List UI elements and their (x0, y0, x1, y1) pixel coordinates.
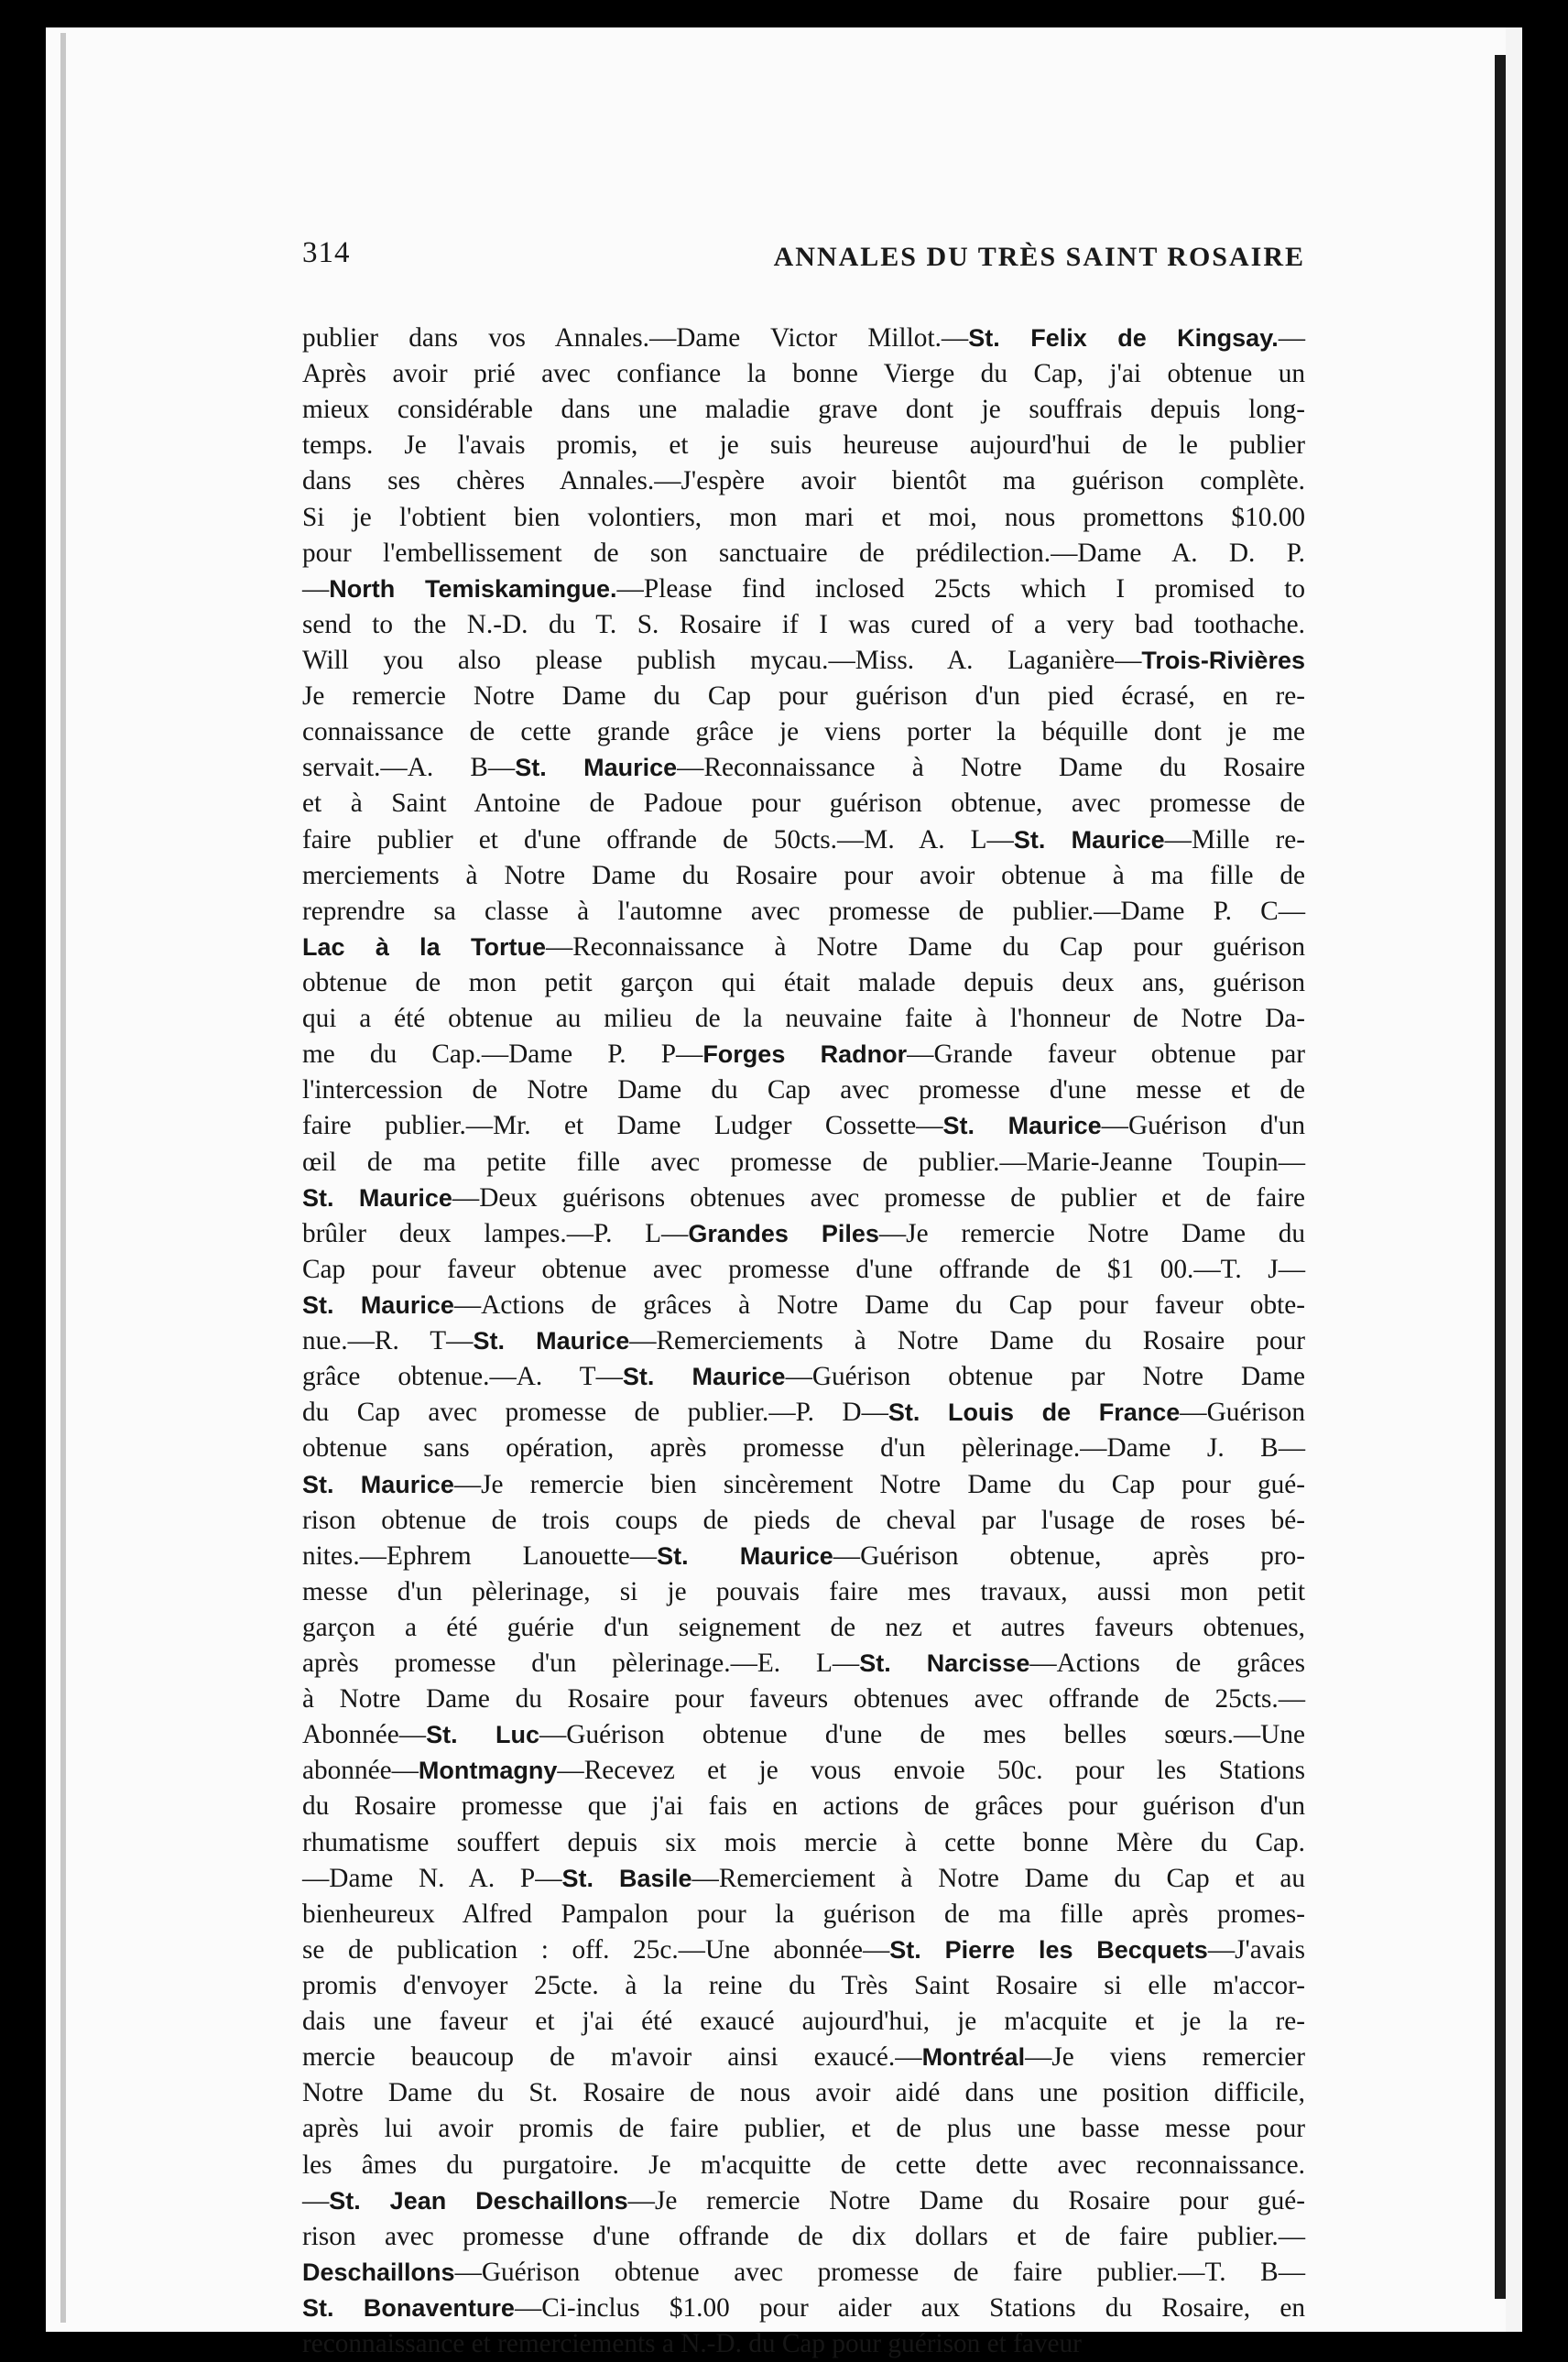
text-line (302, 536, 1305, 571)
next-page-edge (1506, 27, 1522, 2332)
place-name: Trois-Rivières (1141, 646, 1305, 674)
page-fold-shadow (1495, 55, 1506, 2299)
text-line (302, 2111, 1305, 2147)
running-title: ANNALES DU TRÈS SAINT ROSAIRE (773, 242, 1305, 272)
place-name: Montmagny (418, 1757, 558, 1785)
line-text: temps. Je l'avais promis, et je suis heureuse aujourd'hui de le publier (302, 430, 1305, 461)
line-text: grâce obtenue.—A. T— (302, 1362, 623, 1392)
text-line (302, 1216, 1305, 1252)
line-text: connaissance de cette grande grâce je viens porter la béquille dont je me (302, 717, 1305, 747)
line-text: —Remerciements à Notre Dame du Rosaire pour (629, 1326, 1305, 1356)
text-line (302, 1072, 1305, 1108)
line-text: du Cap avec promesse de publier.—P. D— (302, 1398, 888, 1428)
text-line (302, 1288, 1305, 1323)
line-text: — (302, 2185, 330, 2215)
line-text: garçon a été guérie d'un seignement de nez et autres faveurs obtenues, (302, 1612, 1305, 1642)
page-gutter-shadow (60, 33, 66, 2323)
body-text (302, 321, 1305, 2362)
line-text: faire publier et d'une offrande de 50cts.—M. A. L— (302, 824, 1014, 854)
text-line (302, 571, 1305, 607)
line-text: pour l'embellissement de son sanctuaire de prédilection.—Dame A. D. P. (302, 538, 1305, 568)
line-text: les âmes du purgatoire. Je m'acquitte de cette dette avec reconnaissance. (302, 2150, 1305, 2180)
line-text: —Recevez et je vous envoie 50c. pour les Stations (557, 1756, 1305, 1786)
line-text: — (302, 573, 330, 604)
line-text: —Please find inclosed 25cts which I promised to (616, 573, 1305, 604)
line-text: Cap pour faveur obtenue avec promesse d'une offrande de $1 00.—T. J— (302, 1254, 1305, 1284)
line-text: —Mille re- (1164, 824, 1305, 854)
text-line (302, 930, 1305, 965)
place-name: St. Jean Deschaillons (329, 2186, 628, 2215)
line-text: —Remerciement à Notre Dame du Cap et au (691, 1863, 1305, 1893)
place-name: Forges Radnor (702, 1040, 908, 1069)
place-name: Lac à la Tortue (302, 932, 546, 961)
line-text: —Reconnaissance à Notre Dame du Rosaire (677, 753, 1305, 783)
line-text: abonnée— (302, 1756, 419, 1786)
text-line (302, 1861, 1305, 1897)
line-text: brûler deux lampes.—P. L— (302, 1218, 689, 1248)
text-line (302, 1825, 1305, 1861)
line-text: dans ses chères Annales.—J'espère avoir bientôt ma guérison complète. (302, 466, 1305, 496)
text-line (302, 643, 1305, 679)
place-name: St. Maurice (302, 1183, 452, 1212)
place-name: St. Maurice (302, 1470, 454, 1498)
line-text: —Guérison d'un (1101, 1111, 1305, 1141)
text-line (302, 463, 1305, 499)
text-line (302, 1753, 1305, 1789)
line-text: —Je remercie bien sincèrement Notre Dame du Cap pour gué- (453, 1469, 1306, 1499)
line-text: obtenue sans opération, après promesse d'un pèlerinage.—Dame J. B— (302, 1433, 1305, 1464)
line-text: l'intercession de Notre Dame du Cap avec promesse d'une messe et de (302, 1075, 1305, 1105)
place-name: St. Basile (561, 1864, 692, 1892)
line-text: promis d'envoyer 25cte. à la reine du Très Saint Rosaire si elle m'accor- (302, 1971, 1305, 2001)
line-text: —Je remercie Notre Dame du Rosaire pour gué- (627, 2185, 1305, 2215)
text-line (302, 1467, 1305, 1503)
line-text: après promesse d'un pèlerinage.—E. L— (302, 1649, 860, 1679)
place-name: St. Felix de Kingsay. (968, 324, 1279, 352)
line-text: Je remercie Notre Dame du Cap pour guérison d'un pied écrasé, en re- (302, 681, 1305, 712)
text-line (302, 607, 1305, 643)
line-text: du Rosaire promesse que j'ai fais en actions de grâces pour guérison d'un (302, 1791, 1305, 1822)
text-line (302, 822, 1305, 858)
line-text: —Guérison (1180, 1398, 1305, 1428)
text-line (302, 1431, 1305, 1466)
line-text: nites.—Ephrem Lanouette— (302, 1540, 658, 1571)
place-name: St. Maurice (942, 1112, 1102, 1140)
text-line (302, 894, 1305, 930)
text-line (302, 1682, 1305, 1717)
line-text: reconnaissance et remerciements a N.-D. du Cap pour guérison et faveur (302, 2329, 1082, 2359)
page-header (302, 236, 1305, 282)
line-text: reprendre sa classe à l'automne avec promesse de publier.—Dame P. C— (302, 896, 1305, 926)
text-line (302, 2255, 1305, 2291)
line-text: —Guérison obtenue avec promesse de faire publier.—T. B— (454, 2257, 1305, 2287)
text-line (302, 1717, 1305, 1753)
line-text: mercie beaucoup de m'avoir ainsi exaucé.— (302, 2042, 922, 2073)
line-text: Abonnée— (302, 1720, 427, 1750)
text-line (302, 2148, 1305, 2183)
text-line (302, 2326, 1305, 2362)
place-name: St. Maurice (515, 754, 678, 782)
line-text: — (1278, 323, 1305, 353)
place-name: St. Maurice (622, 1363, 786, 1391)
line-text: Will you also please publish mycau.—Miss. A. Laganière— (302, 645, 1142, 675)
text-line (302, 1646, 1305, 1682)
text-line (302, 1539, 1305, 1574)
line-text: —Ci-inclus $1.00 pour aider aux Stations du Rosaire, en (514, 2293, 1305, 2324)
text-line (302, 1037, 1305, 1072)
line-text: —Guérison obtenue d'une de mes belles sœurs.—Une (539, 1720, 1305, 1750)
text-line (302, 1789, 1305, 1824)
text-line (302, 1323, 1305, 1359)
text-line (302, 2183, 1305, 2219)
line-text: —J'avais (1207, 1934, 1305, 1965)
place-name: North Temiskamingue. (329, 574, 617, 603)
line-text: publier dans vos Annales.—Dame Victor Millot.— (302, 323, 969, 353)
line-text: faire publier.—Mr. et Dame Ludger Cossette— (302, 1111, 943, 1141)
line-text: mieux considérable dans une maladie grave dont je souffrais depuis long- (302, 395, 1305, 425)
line-text: send to the N.-D. du T. S. Rosaire if I was cured of a very bad toothache. (302, 609, 1305, 639)
place-name: St. Bonaventure (302, 2294, 515, 2323)
line-text: me du Cap.—Dame P. P— (302, 1039, 703, 1070)
place-name: Montréal (921, 2043, 1026, 2072)
text-line (302, 1968, 1305, 2004)
place-name: St. Louis de France (887, 1399, 1181, 1427)
text-line (302, 965, 1305, 1001)
text-line (302, 1574, 1305, 1610)
line-text: œil de ma petite fille avec promesse de publier.—Marie-Jeanne Toupin— (302, 1147, 1305, 1177)
line-text: et à Saint Antoine de Padoue pour guérison obtenue, avec promesse de (302, 789, 1305, 819)
line-text: nue.—R. T— (302, 1326, 474, 1356)
line-text: Notre Dame du St. Rosaire de nous avoir aidé dans une position difficile, (302, 2078, 1305, 2108)
line-text: —Je remercie Notre Dame du (878, 1218, 1306, 1248)
text-line (302, 679, 1305, 714)
text-line (302, 1503, 1305, 1539)
line-text: Si je l'obtient bien volontiers, mon mari et moi, nous promettons $10.00 (302, 502, 1305, 532)
line-text: —Actions de grâces à Notre Dame du Cap pour faveur obte- (453, 1290, 1305, 1320)
line-text: —Je viens remercier (1025, 2042, 1306, 2073)
place-name: St. Maurice (657, 1541, 833, 1570)
line-text: servait.—A. B— (302, 753, 516, 783)
line-text: —Guérison obtenue, après pro- (833, 1540, 1306, 1571)
line-text: rison avec promesse d'une offrande de dix dollars et de faire publier.— (302, 2221, 1305, 2251)
line-text: dais une faveur et j'ai été exaucé aujourd'hui, je m'acquite et je la re- (302, 2007, 1305, 2037)
place-name: St. Luc (426, 1721, 539, 1749)
text-line (302, 786, 1305, 822)
page-number: 314 (302, 236, 351, 269)
text-line (302, 2291, 1305, 2326)
text-line (302, 1395, 1305, 1431)
text-line (302, 714, 1305, 750)
text-line (302, 392, 1305, 428)
line-text: se de publication : off. 25c.—Une abonnée— (302, 1934, 890, 1965)
line-text: —Deux guérisons obtenues avec promesse de publier et de faire (452, 1182, 1305, 1213)
place-name: St. Pierre les Becquets (889, 1935, 1208, 1964)
line-text: après lui avoir promis de faire publier, et de plus une basse messe pour (302, 2114, 1305, 2144)
place-name: Deschaillons (302, 2258, 455, 2286)
line-text: —Guérison obtenue par Notre Dame (785, 1362, 1305, 1392)
text-line (302, 1181, 1305, 1216)
text-line (302, 1610, 1305, 1646)
text-line (302, 1108, 1305, 1144)
text-line (302, 1359, 1305, 1395)
place-name: St. Maurice (473, 1327, 630, 1355)
text-line (302, 1897, 1305, 1932)
line-text: rhumatisme souffert depuis six mois mercie à cette bonne Mère du Cap. (302, 1827, 1305, 1857)
line-text: à Notre Dame du Rosaire pour faveurs obtenues avec offrande de 25cts.— (302, 1684, 1305, 1714)
line-text: messe d'un pèlerinage, si je pouvais faire mes travaux, aussi mon petit (302, 1576, 1305, 1606)
text-line (302, 500, 1305, 536)
place-name: Grandes Piles (688, 1219, 879, 1247)
line-text: —Reconnaissance à Notre Dame du Cap pour guérison (545, 931, 1305, 962)
line-text: Après avoir prié avec confiance la bonne Vierge du Cap, j'ai obtenue un (302, 359, 1305, 389)
text-line (302, 2219, 1305, 2255)
line-text: obtenue de mon petit garçon qui était malade depuis deux ans, guérison (302, 967, 1305, 997)
text-line (302, 750, 1305, 786)
place-name: St. Maurice (302, 1290, 454, 1319)
text-line (302, 1145, 1305, 1181)
text-line (302, 858, 1305, 894)
place-name: St. Maurice (1013, 825, 1165, 854)
text-line (302, 1932, 1305, 1968)
line-text: bienheureux Alfred Pampalon pour la guérison de ma fille après promes- (302, 1899, 1305, 1929)
text-line (302, 356, 1305, 392)
place-name: St. Narcisse (859, 1649, 1030, 1678)
line-text: —Actions de grâces (1029, 1649, 1305, 1679)
line-text: rison obtenue de trois coups de pieds de cheval par l'usage de roses bé- (302, 1505, 1305, 1535)
line-text: qui a été obtenue au milieu de la neuvaine faite à l'honneur de Notre Da- (302, 1004, 1305, 1034)
line-text: —Dame N. A. P— (302, 1863, 562, 1893)
line-text: merciements à Notre Dame du Rosaire pour avoir obtenue à ma fille de (302, 860, 1305, 890)
text-line (302, 1001, 1305, 1037)
text-line (302, 2004, 1305, 2040)
text-line (302, 321, 1305, 356)
text-line (302, 428, 1305, 463)
text-line (302, 2040, 1305, 2075)
line-text: —Grande faveur obtenue par (907, 1039, 1305, 1070)
text-line (302, 1252, 1305, 1288)
text-line (302, 2075, 1305, 2111)
